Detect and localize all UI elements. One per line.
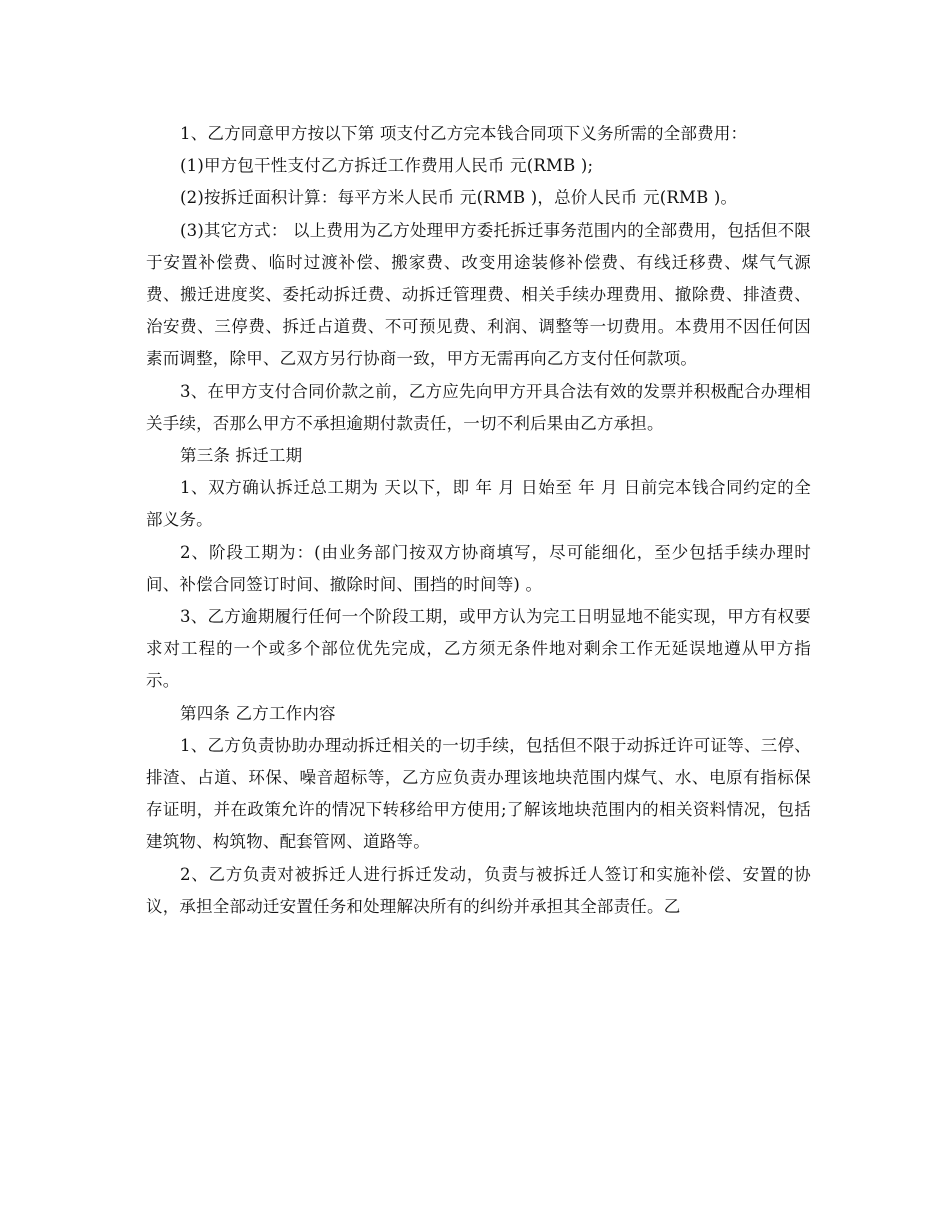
paragraph-invoice: 3、在甲方支付合同价款之前，乙方应先向甲方开具合法有效的发票并积极配合办理相关手续，否那么甲方不承担逾期付款责任，一切不利后果由乙方承担。: [146, 381, 811, 433]
document-body: [146, 118, 811, 923]
paragraph-procedures: 1、乙方负责协助办理动拆迁相关的一切手续，包括但不限于动拆迁许可证等、三停、排渣、占道、环保、噪音超标等，乙方应负责办理该地块范围内煤气、水、电原有指标保存证明，并在政策允许的情况下转移给甲方使用;了解该地块范围内的相关资料情况，包括建筑物、构筑物、配套管网、道路等。: [146, 735, 811, 852]
paragraph-other-methods: (3)其它方式： 以上费用为乙方处理甲方委托拆迁事务范围内的全部费用，包括但不限于安置补偿费、临时过渡补偿、搬家费、改变用途装修补偿费、有线迁移费、煤气气源费、搬迁进度奖、委托动拆迁费、动拆迁管理费、相关手续办理费用、撤除费、排渣费、治安费、三停费、拆迁占道费、不可预见费、利润、调整等一切费用。本费用不因任何因素而调整，除甲、乙双方另行协商一致，甲方无需再向乙方支付任何款项。: [146, 220, 811, 369]
paragraph-total-period: 1、双方确认拆迁总工期为 天以下，即 年 月 日始至 年 月 日前完本钱合同约定的全部义务。: [146, 478, 811, 530]
paragraph-lump-sum: (1)甲方包干性支付乙方拆迁工作费用人民币 元(RMB );: [180, 156, 594, 176]
paragraph-overdue: 3、乙方逾期履行任何一个阶段工期，或甲方认为完工日明显地不能实现，甲方有权要求对工程的一个或多个部位优先完成，乙方须无条件地对剩余工作无延误地遵从甲方指示。: [146, 607, 811, 691]
paragraph-stage-period: 2、阶段工期为：(由业务部门按双方协商填写，尽可能细化，至少包括手续办理时间、补偿合同签订时间、撤除时间、围挡的时间等) 。: [146, 542, 811, 594]
paragraph-payment-terms: 1、乙方同意甲方按以下第 项支付乙方完本钱合同项下义务所需的全部费用：: [180, 124, 748, 143]
heading-article-4: 第四条 乙方工作内容: [180, 703, 336, 723]
heading-article-3: 第三条 拆迁工期: [180, 446, 303, 466]
paragraph-area-pricing: (2)按拆迁面积计算：每平方米人民币 元(RMB )，总价人民币 元(RMB )。: [180, 188, 738, 208]
paragraph-relocation: 2、乙方负责对被拆迁人进行拆迁发动，负责与被拆迁人签订和实施补偿、安置的协议，承担全部动迁安置任务和处理解决所有的纠纷并承担其全部责任。乙: [146, 864, 811, 916]
